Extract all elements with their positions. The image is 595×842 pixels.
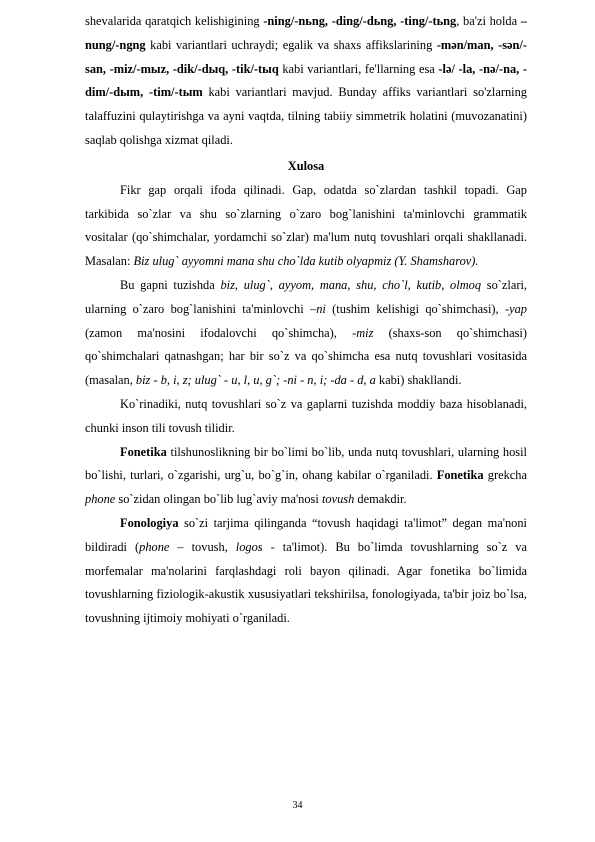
italic-text-run: –ni xyxy=(310,301,326,316)
italic-text-run: phone xyxy=(139,539,170,554)
text-run: (zamon ma'nosini ifodalovchi qo`shimcha), xyxy=(85,325,353,340)
page-number: 34 xyxy=(292,800,303,811)
bold-text-run: Fonetika xyxy=(436,468,484,483)
text-run: so`zlari, ularning o`zaro bog`lanishini ta'minlovchi xyxy=(85,277,527,316)
italic-text-run: biz - b, i, z; ulug` - u, l, u, g`; -ni - n, i; -da - d, a xyxy=(135,373,376,388)
bold-text-run: -lə/ -la, -nə/-na, -dim/-dыm, -tim/-tыm xyxy=(85,61,528,100)
text-run: tilshunoslikning bir bo`limi bo`lib, unda nutq tovushlari, ularning hosil bo`lishi, turlari, o`zgarishi, urg`u, bo`g`in, ohang kabilar o`rganiladi. xyxy=(85,444,527,483)
section-heading-xulosa xyxy=(85,153,527,179)
text-run: (shaxs-son qo`shimchasi) qo`shimchalari qatnashgan; har bir so`z va qo`shimcha esa nutq tovushlari vositasida (masalan, xyxy=(85,325,527,388)
italic-text-run: biz, ulug`, ayyom, mana, shu, cho`l, kutib, olmoq xyxy=(220,277,482,292)
text-run: Bu gapni tuzishda xyxy=(120,277,221,292)
bold-text-run: Fonetika xyxy=(120,444,167,459)
italic-text-run: phone xyxy=(85,492,116,507)
text-run: kabi variantlari mavjud. Bunday affiks variantlari so'zlarning talaffuzini qulaytirishga va ayni vaqtda, tilning tabiiy simmetrik holatini (muvozanatini) saqlab qolishga xizmat qiladi. xyxy=(85,85,527,147)
bold-text-run: –nung/-ngng xyxy=(85,14,527,52)
text-run: Fikr gap orqali ifoda qilinadi. Gap, odatda so`zlardan tashkil topadi. Gap tarkibida so`zlar va shu so`zlarning o`zaro bog`lanishini ta'minlovchi grammatik vositalar (qo`shimchalar, yordamchi so`zlar) ma'lum nutq tovushlari orqali shakllanadi. Masalan: xyxy=(85,182,527,269)
bold-text-run: -mən/man, -sən/-san, -miz/-mыz, -dik/-dыq, -tik/-tыq xyxy=(85,37,527,76)
text-run: kabi variantlari uchraydi; egalik va shaxs affikslarining xyxy=(145,37,437,52)
bold-text-run: Fonologiya xyxy=(120,515,179,530)
text-run: – tovush, xyxy=(169,539,236,554)
document-page xyxy=(85,10,527,631)
text-run: grekcha xyxy=(483,468,527,483)
italic-text-run: tovush xyxy=(321,492,355,507)
text-run: kabi) shakllandi. xyxy=(375,373,462,388)
bold-text-run: Xulosa xyxy=(287,158,325,173)
text-run: so`zi tarjima qilinganda “tovush haqidagi ta'limot” degan ma'noni bildiradi ( xyxy=(85,515,527,554)
text-run: Ko`rinadiki, nutq tovushlari so`z va gaplarni tuzishda moddiy baza hisoblanadi, chunki inson tili tovush tilidir. xyxy=(85,396,527,435)
paragraph-fonologiya xyxy=(85,512,527,631)
paragraph-affix-variants xyxy=(85,10,527,153)
text-run: , ba'zi holda xyxy=(456,14,521,28)
italic-text-run: Biz ulug` ayyomni mana shu cho`lda kutib olyapmiz (Y. Shamsharov). xyxy=(133,254,479,269)
text-run: so`zidan olingan bo`lib lug`aviy ma'nosi xyxy=(115,492,322,507)
italic-text-run: -miz xyxy=(352,325,374,340)
text-run: kabi variantlari, fe'llarning esa xyxy=(278,61,439,76)
text-run: - ta'limot). Bu bo`limda tovushlarning so`z va morfemalar ma'nolarini farqlashdagi roli bayon qilinadi. Agar fonetika bo`limida tovushlarning fiziologik-akustik xususiyatlari tekshirilsa, fonologiyada, ta'bir joiz bo`lsa, tovushning ijtimoiy mohiyati o`rganiladi. xyxy=(85,539,528,626)
paragraph-korinadiki xyxy=(85,393,527,441)
text-run: (tushim kelishigi qo`shimchasi), xyxy=(325,301,505,316)
paragraph-fonetika xyxy=(85,441,527,512)
text-run: shevalarida qaratqich kelishigining xyxy=(85,14,264,28)
paragraph-gap-tuzish xyxy=(85,274,527,393)
paragraph-fikr-gap xyxy=(85,179,527,274)
text-run: demakdir. xyxy=(354,492,407,507)
italic-text-run: -yap xyxy=(504,301,527,316)
bold-text-run: -ning/-nьng, -ding/-dьng, -ting/-tьng xyxy=(263,14,457,28)
italic-text-run: logos xyxy=(235,539,263,554)
